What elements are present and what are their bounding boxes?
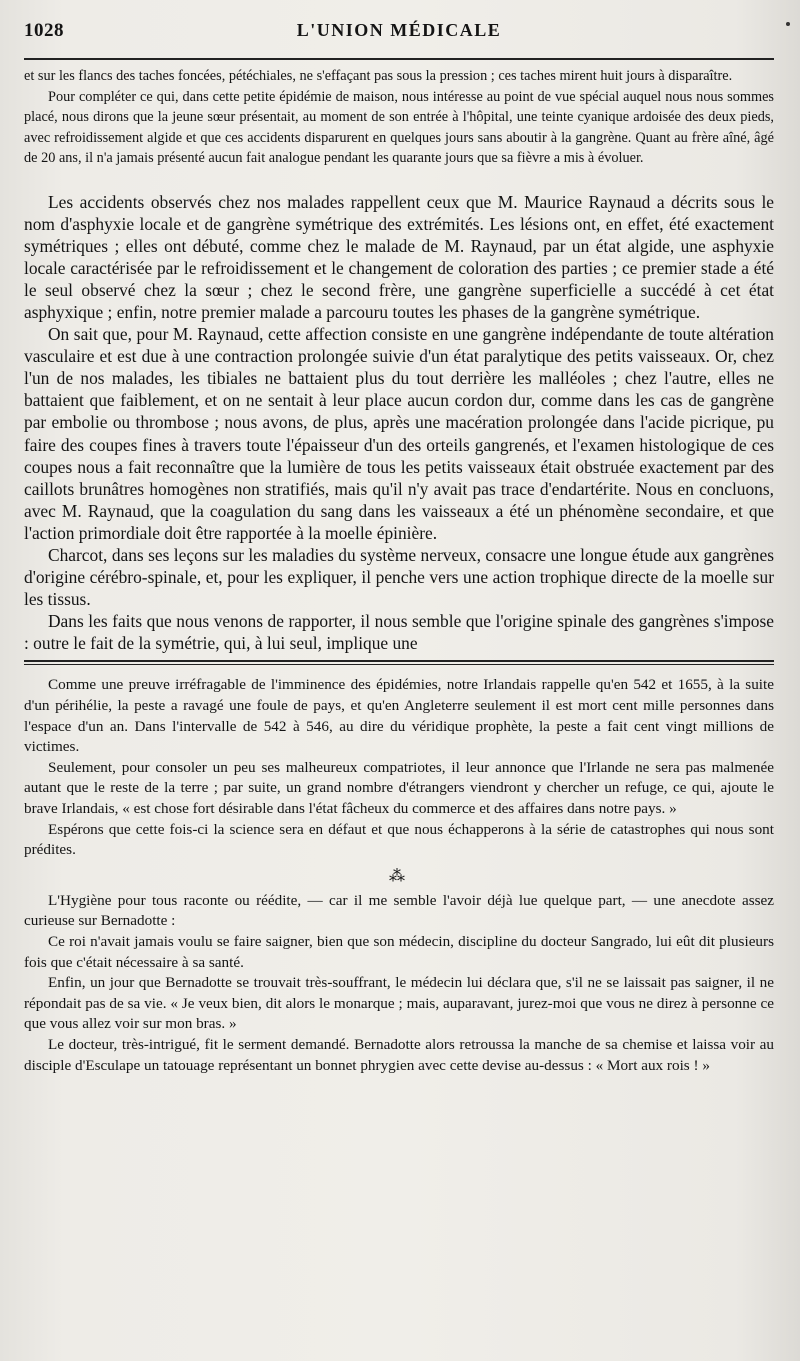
feuilleton-separator	[24, 660, 774, 665]
intro-paragraph: Pour compléter ce qui, dans cette petite épidémie de maison, nous intéresse au point de vue spécial auquel nous nous sommes placé, nous dirons que la jeune sœur présentait, au moment de son entrée à l'hôpital, une teinte cyanique ardoisée des deux pieds, avec refroidissement algide et que ces accidents disparurent en quelques jours sans aboutir à la gangrène. Quant au frère aîné, âgé de 20 ans, il n'a jamais présenté aucun fait analogue pendant les quarante jours que sa fièvre a mis à évoluer.	[24, 88, 774, 166]
intro-section	[24, 66, 774, 169]
intro-paragraph: et sur les flancs des taches foncées, pétéchiales, ne s'effaçant pas sous la pression ; ces taches mirent huit jours à disparaître.	[24, 68, 733, 84]
feuilleton-paragraph: Seulement, pour consoler un peu ses malheureux compatriotes, il leur annonce que l'Irlande ne sera pas malmenée autant que le reste de la terre ; par suite, un grand nombre d'étrangers viendront y chercher un refuge, ce qui, ajoute le brave Irlandais, « est chose fort désirable dans l'état fâcheux du commerce et des affaires dans notre pays. »	[24, 758, 774, 818]
journal-title: L'UNION MÉDICALE	[296, 20, 502, 40]
anecdote-paragraph: Ce roi n'avait jamais voulu se faire saigner, bien que son médecin, discipline du docteur Sangrado, lui eût dit plusieurs fois que c'était nécessaire à sa santé.	[24, 933, 774, 971]
article-paragraph: Dans les faits que nous venons de rapporter, il nous semble que l'origine spinale des gangrènes s'impose : outre le fait de la symétrie, qui, à lui seul, implique une	[24, 611, 774, 654]
article-paragraph: Les accidents observés chez nos malades rappellent ceux que M. Maurice Raynaud a décrits sous le nom d'asphyxie locale et de gangrène symétrique des extrémités. Les lésions ont, en effet, été exactement symétriques ; elles ont débuté, comme chez le malade de M. Raynaud, par un état algide, une asphyxie locale caractérisée par le refroidissement et le changement de coloration des parties ; ce premier stade a été le seul observé chez la sœur ; chez le second frère, une gangrène superficielle a succédé à cet état asphyxique ; enfin, notre premier malade a parcouru toutes les phases de la gangrène symétrique.	[24, 191, 774, 322]
article-paragraph: On sait que, pour M. Raynaud, cette affection consiste en une gangrène indépendante de toute altération vasculaire et est due à une contraction prolongée suivie d'un état paralytique des petits vaisseaux. Or, chez l'un de nos malades, les tibiales ne battaient plus du tout derrière les malléoles ; chez l'autre, elles ne battaient que faiblement, et on ne sentait à leur place aucun cordon dur, comme dans les cas de gangrène par embolie ou thrombose ; nous avons, de plus, après une macération prolongée dans l'acide picrique, pu faire des coupes fines à travers toute l'épaisseur d'un des orteils gangrenés, et l'examen histologique de ces coupes nous a fait reconnaître que la lumière de tous les petits vaisseaux était obstruée exactement par des caillots brunâtres homogènes non stratifiés, mais qu'il n'y avait pas trace d'endartérite. Nous en concluons, avec M. Raynaud, que la coagulation du sang dans les vaisseaux a été un phénomène secondaire, et que l'action primordiale doit être rapportée à la moelle épinière.	[24, 324, 774, 543]
anecdote-section	[24, 891, 774, 1076]
page-header	[24, 18, 774, 58]
anecdote-paragraph: L'Hygiène pour tous raconte ou réédite, — car il me semble l'avoir déjà lue quelque part, — une anecdote assez curieuse sur Bernadotte :	[24, 891, 774, 930]
asterism-divider: ⁂	[389, 867, 409, 885]
anecdote-paragraph: Enfin, un jour que Bernadotte se trouvait très-souffrant, le médecin lui déclara que, s'il ne se laissait pas saigner, il ne répondait pas de sa vie. « Je veux bien, dit alors le monarque ; mais, auparavant, jurez-moi que vous ne direz à personne ce que vous allez voir sur mon bras. »	[24, 974, 774, 1033]
feuilleton-paragraph: Comme une preuve irréfragable de l'imminence des épidémies, notre Irlandais rappelle qu'en 542 et 1655, à la suite d'un périhélie, la peste a ravagé une foule de pays, et qu'en Angleterre seulement il est mort cent mille personnes dans l'espace d'un an. Dans l'intervalle de 542 à 546, au dire du véridique prophète, la peste a fait cent vingt millions de victimes.	[24, 676, 774, 756]
feuilleton-section	[24, 675, 774, 860]
header-rule	[24, 58, 774, 60]
ink-speck	[786, 22, 790, 26]
page-number: 1028	[24, 20, 64, 41]
article-paragraph: Charcot, dans ses leçons sur les maladies du système nerveux, consacre une longue étude aux gangrènes d'origine cérébro-spinale, et, pour les expliquer, il penche vers une action trophique directe de la moelle sur les tissus.	[24, 545, 774, 610]
main-article	[24, 191, 774, 655]
anecdote-paragraph: Le docteur, très-intrigué, fit le serment demandé. Bernadotte alors retroussa la manche de sa chemise et laissa voir au disciple d'Esculape un tatouage représentant un bonnet phrygien avec cette devise au-dessus : « Mort aux rois ! »	[24, 1035, 774, 1074]
feuilleton-paragraph: Espérons que cette fois-ci la science sera en défaut et que nous échapperons à la série de catastrophes qui nous sont prédites.	[24, 820, 774, 859]
